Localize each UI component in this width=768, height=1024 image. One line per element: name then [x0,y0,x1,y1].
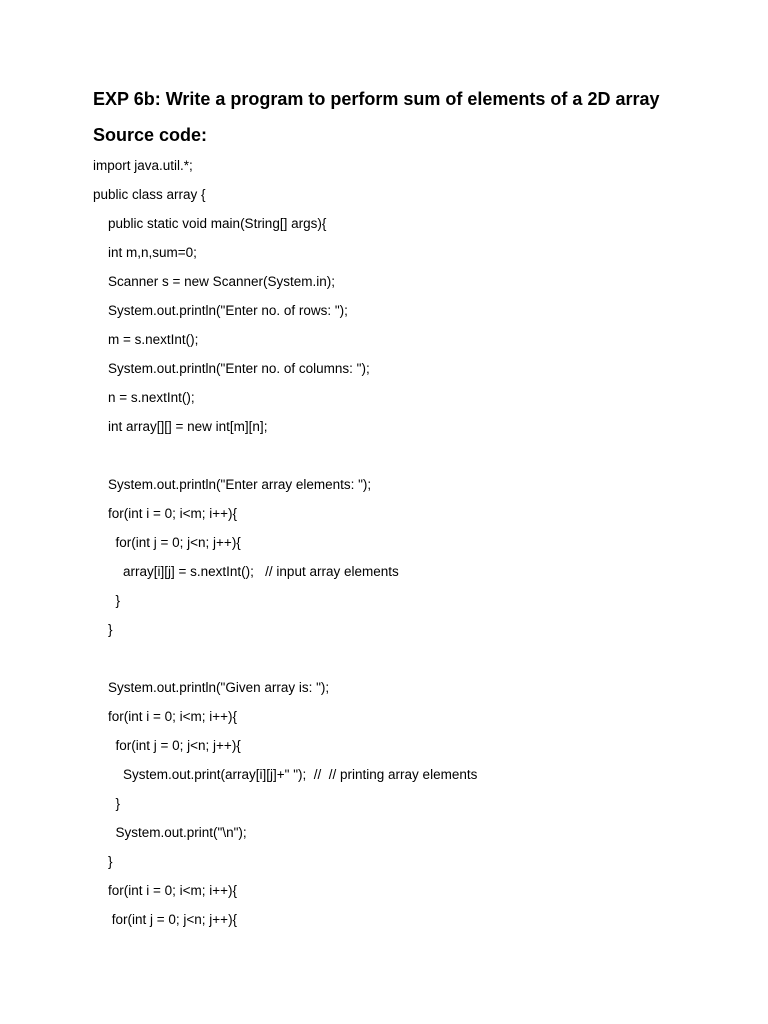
code-line: System.out.println("Enter no. of rows: "); [93,303,348,318]
source-code-block [93,156,733,939]
code-line: import java.util.*; [93,158,193,173]
code-line: Scanner s = new Scanner(System.in); [93,274,335,289]
code-line: for(int j = 0; j<n; j++){ [93,912,238,927]
code-line: System.out.println("Enter no. of columns: "); [93,361,370,376]
code-line: n = s.nextInt(); [93,390,195,405]
code-line: int m,n,sum=0; [93,245,197,260]
code-line [93,446,733,475]
code-line: for(int j = 0; j<n; j++){ [93,738,241,753]
code-line: } [93,593,121,608]
code-line: public class array { [93,187,206,202]
code-line: array[i][j] = s.nextInt(); // input array elements [93,564,399,579]
code-line: for(int i = 0; i<m; i++){ [93,709,238,724]
code-line: } [93,854,113,869]
code-line: for(int j = 0; j<n; j++){ [93,535,241,550]
code-line: for(int i = 0; i<m; i++){ [93,506,238,521]
code-line: m = s.nextInt(); [93,332,199,347]
code-line: System.out.print(array[i][j]+" "); // // printing array elements [93,767,478,782]
code-line [93,649,733,678]
code-line: for(int i = 0; i<m; i++){ [93,883,238,898]
code-line: System.out.print("\n"); [93,825,247,840]
code-line: int array[][] = new int[m][n]; [93,419,268,434]
code-line: public static void main(String[] args){ [93,216,327,231]
code-line: System.out.println("Enter array elements: "); [93,477,372,492]
document-title: EXP 6b: Write a program to perform sum of elements of a 2D array [93,89,660,109]
code-line: } [93,622,113,637]
code-line: } [93,796,121,811]
code-line: System.out.println("Given array is: "); [93,680,330,695]
section-heading: Source code: [93,125,208,145]
